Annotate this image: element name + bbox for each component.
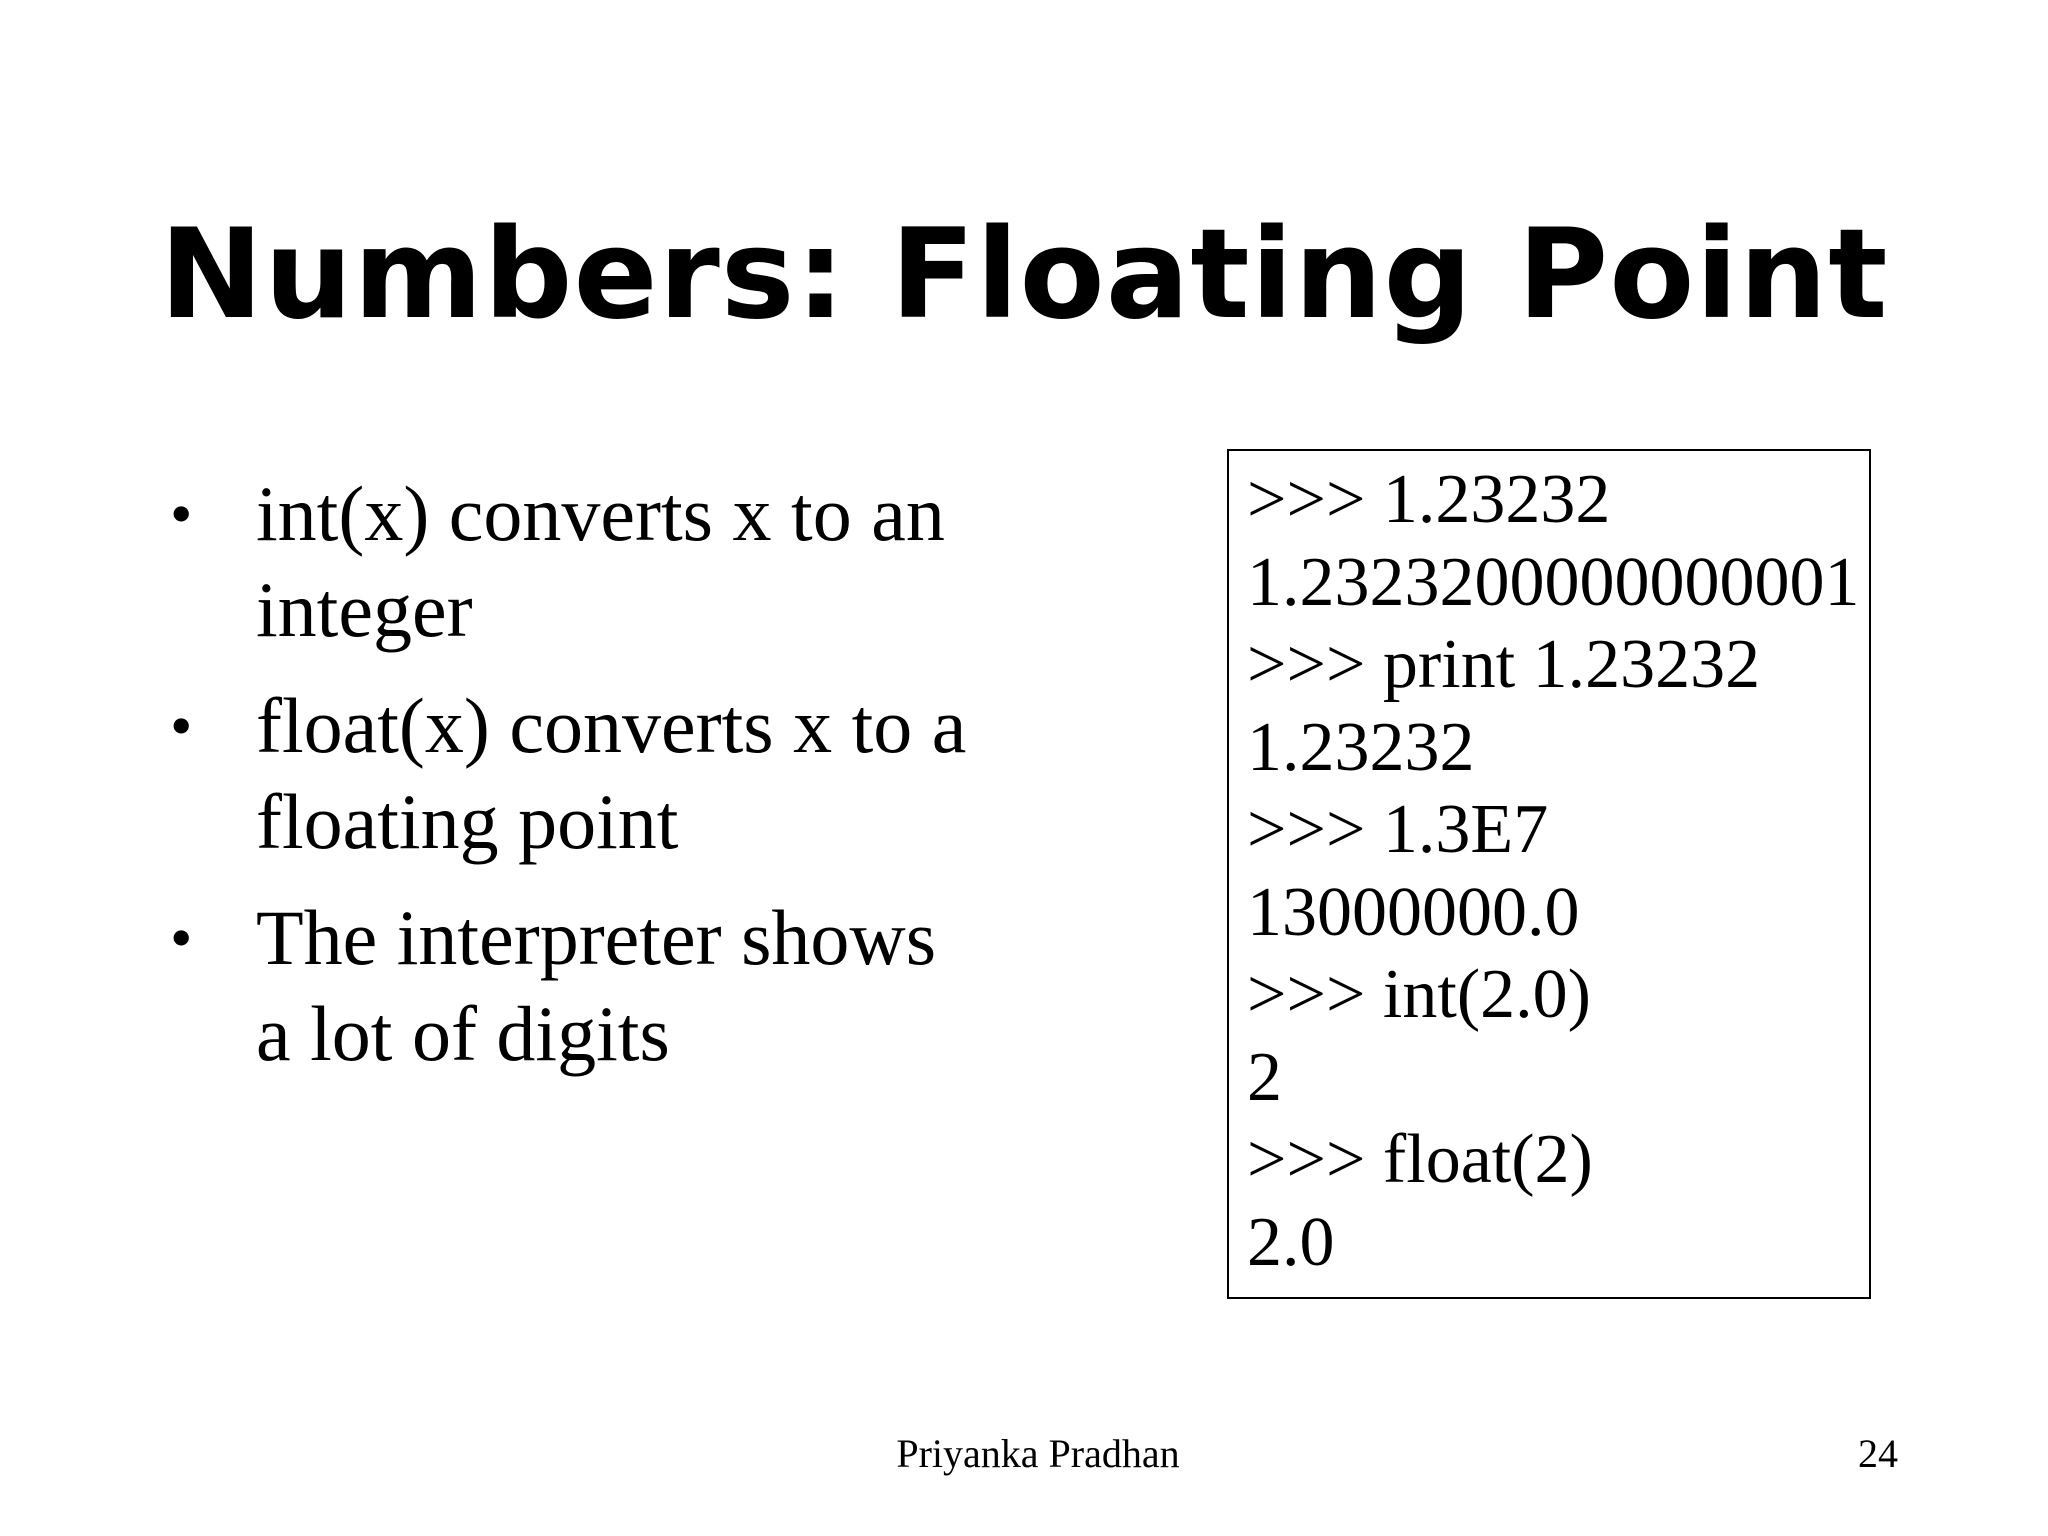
code-line: 13000000.0	[1247, 873, 1580, 951]
footer-author: Priyanka Pradhan	[896, 1431, 1180, 1476]
bullet-line: The interpreter shows	[256, 894, 937, 981]
bullet-item	[160, 890, 1060, 1082]
code-line: 1.2323200000000001	[1247, 543, 1860, 621]
code-line: 2.0	[1247, 1203, 1335, 1281]
bullet-marker: •	[170, 690, 193, 761]
bullet-marker: •	[170, 478, 193, 549]
page-number: 24	[1858, 1431, 1898, 1476]
bullet-line: a lot of digits	[256, 990, 670, 1077]
code-line: >>> int(2.0)	[1247, 956, 1591, 1033]
code-line: >>> 1.23232	[1247, 461, 1611, 538]
bullet-line: float(x) converts x to a	[256, 682, 967, 769]
bullet-list	[160, 466, 1060, 1102]
bullet-item	[160, 678, 1060, 870]
code-line: 1.23232	[1247, 708, 1475, 786]
bullet-line: integer	[256, 566, 473, 653]
code-line: >>> float(2)	[1247, 1121, 1593, 1198]
bullet-line: int(x) converts x to an	[256, 470, 945, 557]
slide-title: Numbers: Floating Point	[159, 203, 1889, 347]
interpreter-example-box	[1227, 449, 1871, 1299]
bullet-line: floating point	[256, 778, 679, 865]
code-line: >>> print 1.23232	[1247, 626, 1761, 703]
bullet-item	[160, 466, 1060, 658]
code-line: 2	[1247, 1038, 1282, 1116]
code-line: >>> 1.3E7	[1247, 791, 1549, 868]
bullet-marker: •	[170, 902, 193, 973]
